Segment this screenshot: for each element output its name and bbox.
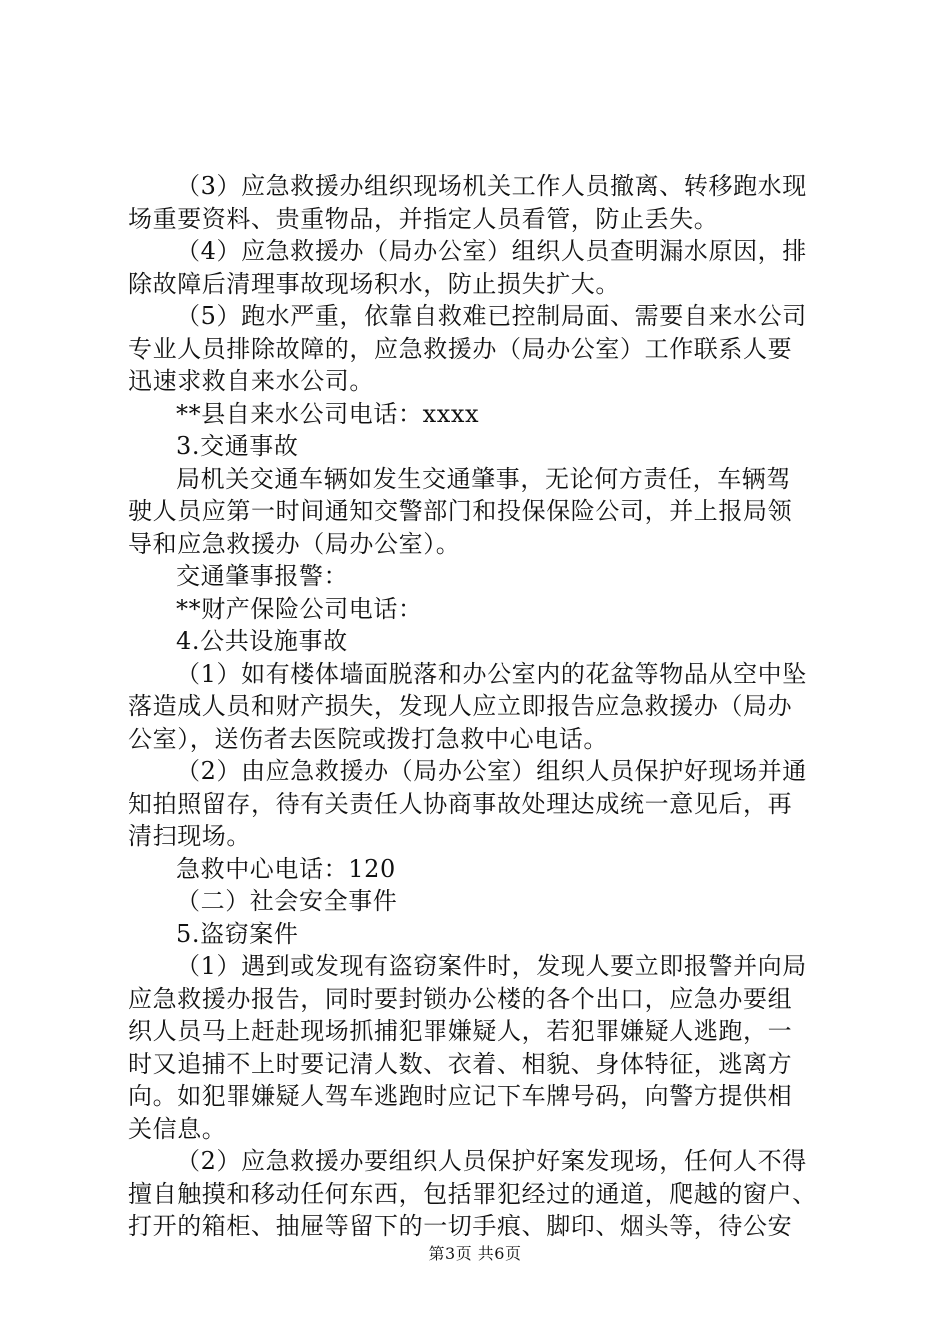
paragraph-line: 擅自触摸和移动任何东西，包括罪犯经过的通道，爬越的窗户、 (128, 1179, 817, 1208)
paragraph-line: 打开的箱柜、抽屉等留下的一切手痕、脚印、烟头等，待公安 (128, 1212, 793, 1240)
section-heading: （二）社会安全事件 (176, 887, 398, 915)
paragraph-line: （1）如有楼体墙面脱落和办公室内的花盆等物品从空中坠 (176, 659, 807, 688)
paragraph-line: 织人员马上赶赴现场抓捕犯罪嫌疑人，若犯罪嫌疑人逃跑，一 (128, 1017, 793, 1045)
paragraph-line: 应急救援办报告，同时要封锁办公楼的各个出口，应急办要组 (128, 984, 793, 1013)
section-heading: 3.交通事故 (176, 432, 299, 460)
paragraph-line: **县自来水公司电话：xxxx (176, 399, 480, 428)
body-text (128, 170, 838, 1243)
paragraph-line: 关信息。 (128, 1114, 227, 1143)
paragraph-line: 知拍照留存，待有关责任人协商事故处理达成统一意见后，再 (128, 789, 793, 818)
paragraph-line: 时又追捕不上时要记清人数、衣着、相貌、身体特征，逃离方 (128, 1049, 793, 1078)
section-heading: 5.盗窃案件 (176, 919, 299, 948)
paragraph-line: 公室），送伤者去医院或拨打急救中心电话。 (128, 724, 608, 753)
paragraph-line: （1）遇到或发现有盗窃案件时，发现人要立即报警并向局 (176, 952, 807, 980)
paragraph-line: 落造成人员和财产损失，发现人应立即报告应急救援办（局办 (128, 692, 793, 720)
paragraph-line: 向。如犯罪嫌疑人驾车逃跑时应记下车牌号码，向警方提供相 (128, 1082, 793, 1110)
paragraph-line: 场重要资料、贵重物品，并指定人员看管，防止丢失。 (128, 204, 719, 233)
paragraph-line: 除故障后清理事故现场积水，防止损失扩大。 (128, 269, 620, 298)
paragraph-line: （2）应急救援办要组织人员保护好案发现场，任何人不得 (176, 1147, 807, 1175)
paragraph-line: （4）应急救援办（局办公室）组织人员查明漏水原因，排 (176, 237, 807, 265)
paragraph-line: 迅速求救自来水公司。 (128, 367, 374, 395)
paragraph-line: 局机关交通车辆如发生交通肇事，无论何方责任，车辆驾 (176, 464, 791, 493)
paragraph-line: 交通肇事报警： (176, 562, 349, 590)
paragraph-line: 导和应急救援办（局办公室）。 (128, 529, 461, 558)
section-heading: 4.公共设施事故 (176, 627, 348, 655)
paragraph-line: （5）跑水严重，依靠自救难已控制局面、需要自来水公司 (176, 302, 807, 330)
paragraph-line: 清扫现场。 (128, 822, 251, 850)
paragraph-line: **财产保险公司电话： (176, 594, 423, 623)
paragraph-line: （3）应急救援办组织现场机关工作人员撤离、转移跑水现 (176, 172, 807, 200)
paragraph-line: 专业人员排除故障的，应急救援办（局办公室）工作联系人要 (128, 334, 793, 363)
paragraph-line: （2）由应急救援办（局办公室）组织人员保护好现场并通 (176, 757, 807, 785)
paragraph-line: 急救中心电话：120 (176, 854, 396, 883)
paragraph-line: 驶人员应第一时间通知交警部门和投保保险公司，并上报局领 (128, 497, 793, 525)
page-number-footer: 第3页 共6页 (428, 1244, 522, 1263)
